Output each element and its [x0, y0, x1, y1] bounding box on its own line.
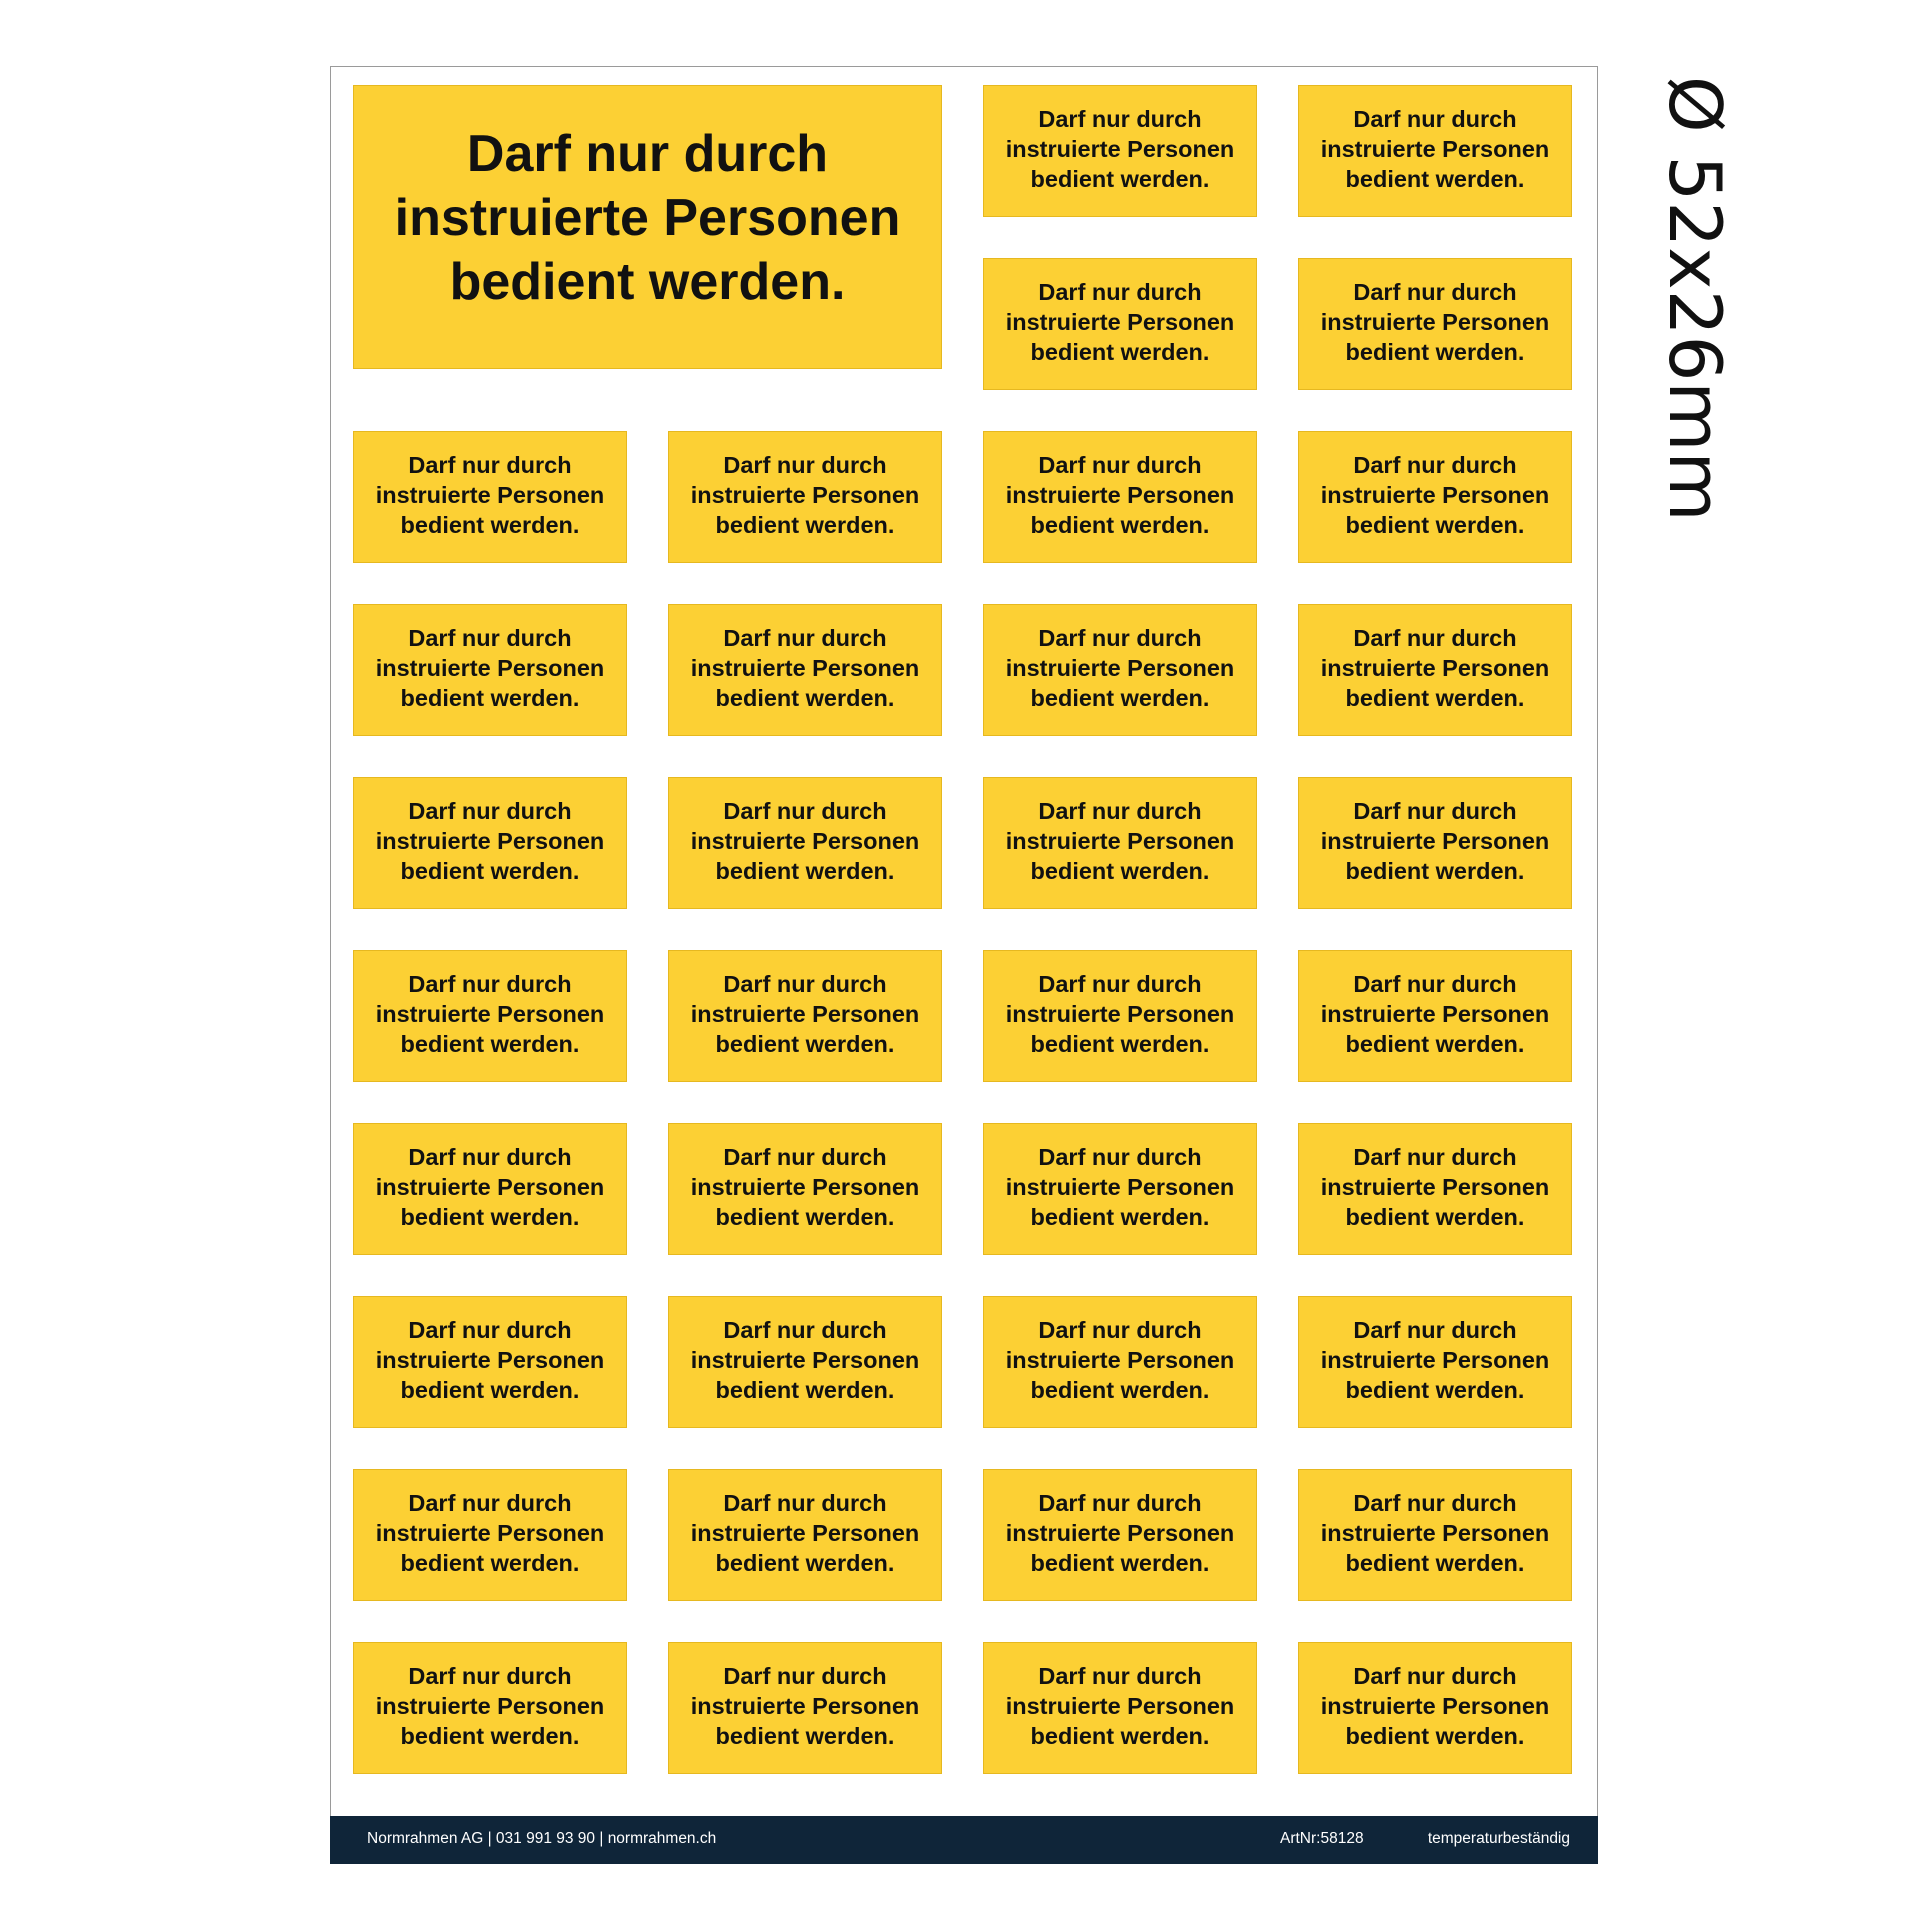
label-text: Darf nur durch instruierte Personen bedient werden.: [1005, 625, 1235, 711]
footer-property: temperaturbeständig: [1427, 1830, 1570, 1847]
label-small: [353, 950, 627, 1082]
label-text: Darf nur durch instruierte Personen bedient werden.: [375, 1490, 605, 1576]
label-small: [668, 431, 942, 563]
label-text: Darf nur durch instruierte Personen bedient werden.: [690, 1317, 920, 1403]
label-text: Darf nur durch instruierte Personen bedient werden.: [1320, 625, 1550, 711]
label-text: Darf nur durch instruierte Personen bedient werden.: [1320, 452, 1550, 538]
label-small: [1298, 950, 1572, 1082]
label-small: [983, 85, 1257, 217]
label-small: [1298, 777, 1572, 909]
label-text: Darf nur durch instruierte Personen bedient werden.: [394, 125, 901, 311]
label-small: [668, 604, 942, 736]
label-small: [353, 1123, 627, 1255]
label-small: [668, 1642, 942, 1774]
label-small: [983, 431, 1257, 563]
label-text: Darf nur durch instruierte Personen bedient werden.: [1320, 1490, 1550, 1576]
label-small: [1298, 1123, 1572, 1255]
label-text: Darf nur durch instruierte Personen bedient werden.: [1320, 1663, 1550, 1749]
footer-contact: Normrahmen AG | 031 991 93 90 | normrahmen.ch: [367, 1830, 717, 1847]
label-small: [983, 1296, 1257, 1428]
label-text: Darf nur durch instruierte Personen bedient werden.: [690, 798, 920, 884]
label-text: Darf nur durch instruierte Personen bedient werden.: [375, 798, 605, 884]
label-text: Darf nur durch instruierte Personen bedient werden.: [1005, 279, 1235, 365]
label-small: [1298, 1642, 1572, 1774]
label-small: [353, 1296, 627, 1428]
label-text: Darf nur durch instruierte Personen bedient werden.: [1320, 1144, 1550, 1230]
label-small: [1298, 85, 1572, 217]
label-small: [353, 777, 627, 909]
label-large: [353, 85, 942, 369]
label-small: [353, 1469, 627, 1601]
label-text: Darf nur durch instruierte Personen bedient werden.: [375, 1144, 605, 1230]
footer-article-number: ArtNr:58128: [1280, 1830, 1364, 1847]
label-small: [668, 950, 942, 1082]
label-text: Darf nur durch instruierte Personen bedient werden.: [1005, 971, 1235, 1057]
label-text: Darf nur durch instruierte Personen bedient werden.: [690, 1144, 920, 1230]
label-text: Darf nur durch instruierte Personen bedient werden.: [690, 1490, 920, 1576]
label-small: [983, 1469, 1257, 1601]
label-small: [353, 431, 627, 563]
label-text: Darf nur durch instruierte Personen bedient werden.: [1005, 1317, 1235, 1403]
label-text: Darf nur durch instruierte Personen bedient werden.: [690, 625, 920, 711]
label-text: Darf nur durch instruierte Personen bedient werden.: [1005, 1663, 1235, 1749]
label-small: [353, 604, 627, 736]
label-text: Darf nur durch instruierte Personen bedient werden.: [1320, 106, 1550, 192]
label-text: Darf nur durch instruierte Personen bedient werden.: [1005, 798, 1235, 884]
label-text: Darf nur durch instruierte Personen bedient werden.: [375, 452, 605, 538]
label-text: Darf nur durch instruierte Personen bedient werden.: [1320, 798, 1550, 884]
label-small: [1298, 604, 1572, 736]
label-text: Darf nur durch instruierte Personen bedient werden.: [1320, 971, 1550, 1057]
label-text: Darf nur durch instruierte Personen bedient werden.: [1320, 1317, 1550, 1403]
label-small: [983, 777, 1257, 909]
label-small: [983, 1642, 1257, 1774]
label-small: [1298, 1469, 1572, 1601]
label-sheet: [330, 66, 1598, 1864]
label-small: [668, 1469, 942, 1601]
label-text: Darf nur durch instruierte Personen bedient werden.: [1005, 1490, 1235, 1576]
label-text: Darf nur durch instruierte Personen bedient werden.: [375, 1663, 605, 1749]
label-small: [668, 777, 942, 909]
label-text: Darf nur durch instruierte Personen bedient werden.: [375, 625, 605, 711]
dimension-annotation: [1653, 76, 1737, 522]
label-small: [668, 1123, 942, 1255]
label-text: Darf nur durch instruierte Personen bedient werden.: [1320, 279, 1550, 365]
label-small: [983, 258, 1257, 390]
label-text: Darf nur durch instruierte Personen bedient werden.: [1005, 106, 1235, 192]
label-small: [353, 1642, 627, 1774]
label-text: Darf nur durch instruierte Personen bedient werden.: [375, 1317, 605, 1403]
label-text: Darf nur durch instruierte Personen bedient werden.: [1005, 1144, 1235, 1230]
label-text: Darf nur durch instruierte Personen bedient werden.: [1005, 452, 1235, 538]
label-small: [1298, 258, 1572, 390]
footer-bar: [330, 1816, 1598, 1864]
label-text: Darf nur durch instruierte Personen bedient werden.: [690, 971, 920, 1057]
label-small: [983, 950, 1257, 1082]
label-text: Darf nur durch instruierte Personen bedient werden.: [375, 971, 605, 1057]
label-small: [668, 1296, 942, 1428]
label-text: Darf nur durch instruierte Personen bedient werden.: [690, 1663, 920, 1749]
label-small: [1298, 1296, 1572, 1428]
label-small: [1298, 431, 1572, 563]
dimension-label: Ø 52x26mm: [1653, 76, 1737, 522]
label-small: [983, 1123, 1257, 1255]
label-small: [983, 604, 1257, 736]
label-text: Darf nur durch instruierte Personen bedient werden.: [690, 452, 920, 538]
